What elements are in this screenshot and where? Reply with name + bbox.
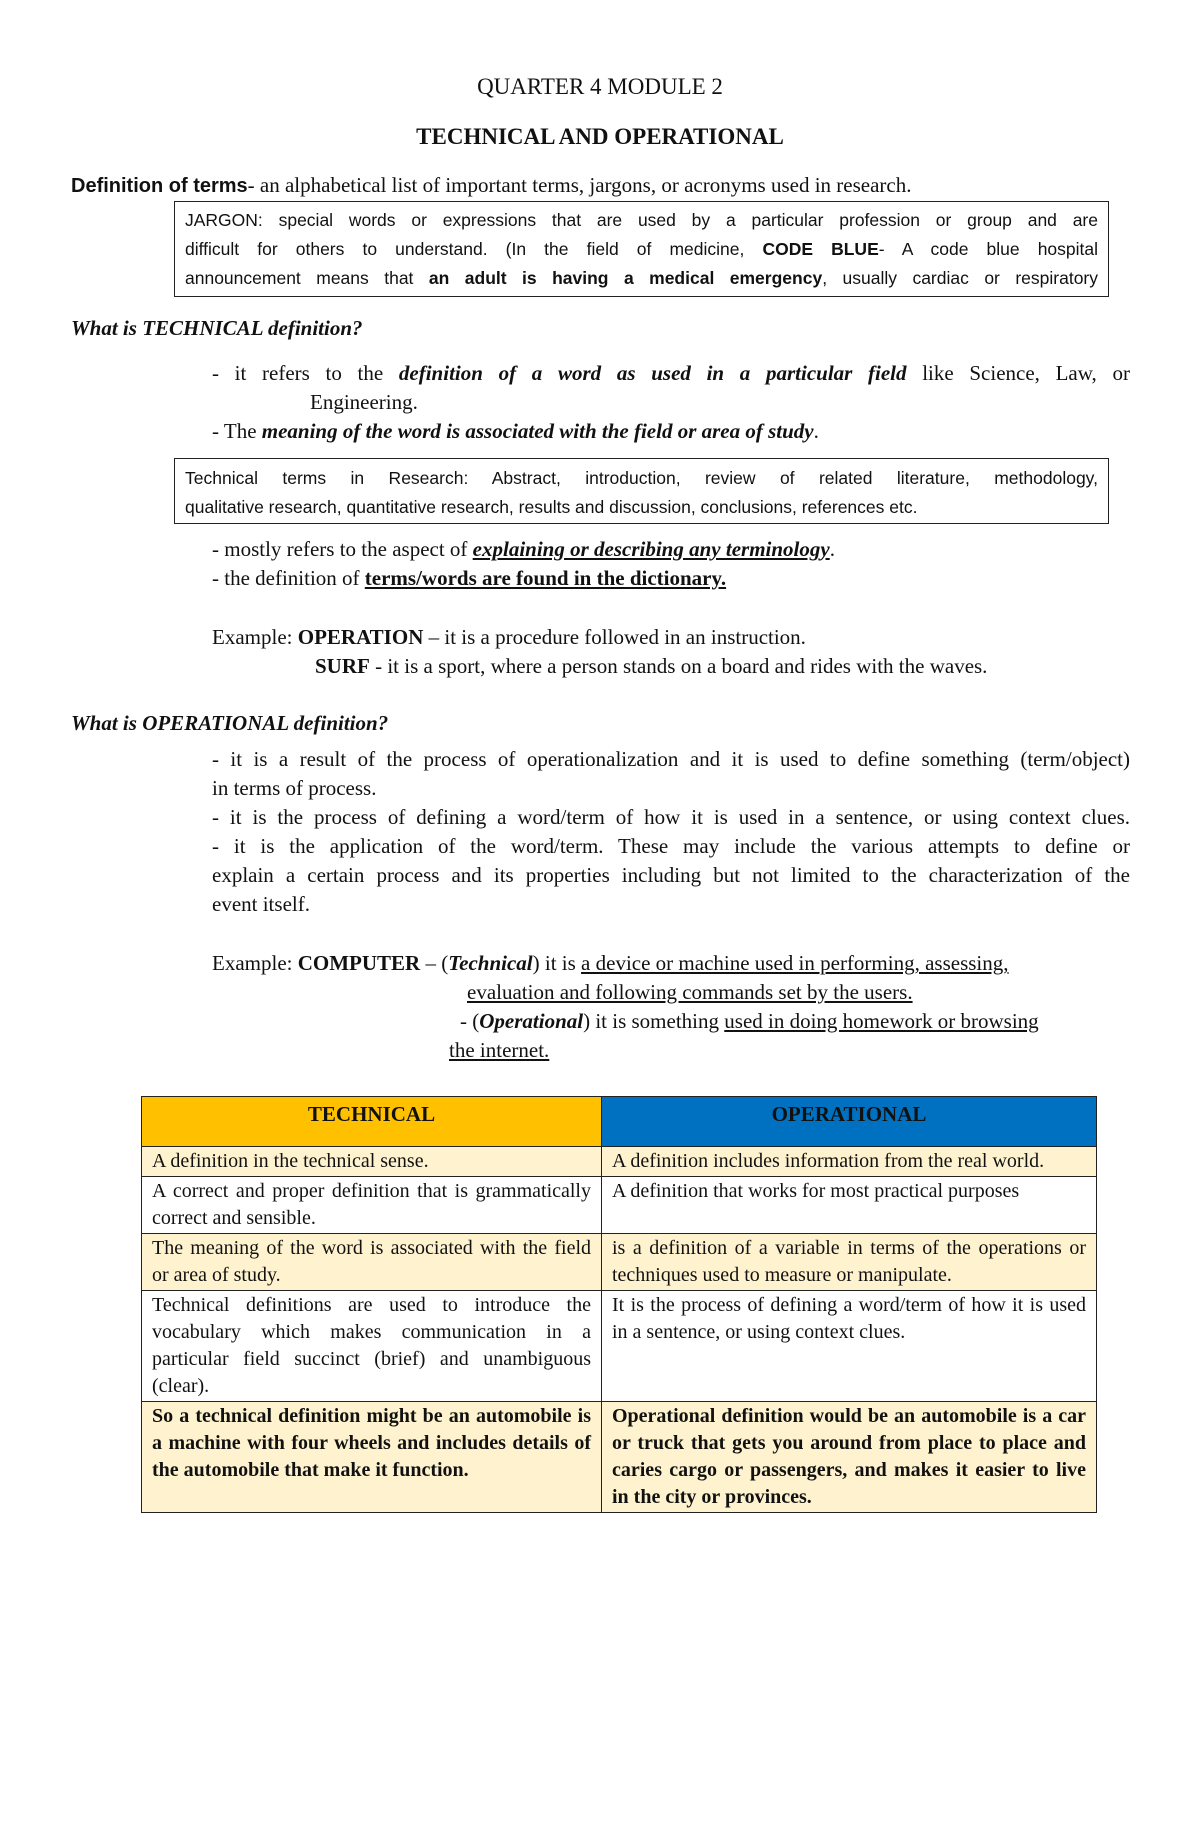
table-cell-operational: A definition that works for most practical purposes xyxy=(602,1177,1097,1234)
technical-bullet-4 xyxy=(212,564,726,593)
definition-text: - an alphabetical list of important terms, jargons, or acronyms used in research. xyxy=(247,173,912,197)
tech-example-text-1: – it is a procedure followed in an instruction. xyxy=(423,625,806,649)
module-heading: QUARTER 4 MODULE 2 xyxy=(477,74,723,99)
table-row xyxy=(142,1177,1097,1234)
table-row xyxy=(142,1147,1097,1177)
comparison-table xyxy=(141,1096,1097,1513)
tech-b2-b: . xyxy=(813,419,819,443)
table-row xyxy=(142,1402,1097,1513)
tech-example-label: Example: xyxy=(212,625,298,649)
table-cell-technical: A correct and proper definition that is grammatically correct and sensible. xyxy=(142,1177,602,1234)
jargon-text-1: special words or expressions that are used by a particular profession or group and are xyxy=(262,210,1098,230)
op-para-2: - it is the process of defining a word/term of how it is used in a sentence, or using context clues. xyxy=(212,805,1130,829)
jargon-text-2b: - A code blue hospital xyxy=(878,239,1099,259)
technical-example-1 xyxy=(212,623,806,652)
technical-bullet-1 xyxy=(212,359,1130,388)
definition-line xyxy=(71,171,912,201)
table-cell-operational: is a definition of a variable in terms of the operations or techniques used to measure or manipulate. xyxy=(602,1234,1097,1291)
code-blue-term: CODE BLUE xyxy=(762,239,879,259)
jargon-line-1 xyxy=(185,206,1098,235)
tech-b3-a: - mostly refers to the aspect of xyxy=(212,537,473,561)
tech-b4-underline: terms/words are found in the dictionary. xyxy=(364,566,727,590)
tech-b1-a: - it refers to the xyxy=(212,361,399,385)
tech-b3-underline: explaining or describing any terminology xyxy=(472,537,830,561)
table-row xyxy=(142,1234,1097,1291)
table-cell-operational: A definition includes information from the real world. xyxy=(602,1147,1097,1177)
tech-example-text-2: - it is a sport, where a person stands on a board and rides with the waves. xyxy=(369,654,988,678)
op-example-tech-a: ) it is xyxy=(532,951,582,975)
tech-b1-b: like Science, Law, or xyxy=(906,361,1130,385)
technical-heading: What is TECHNICAL definition? xyxy=(71,316,363,340)
op-example-line-4 xyxy=(449,1036,549,1065)
jargon-line-3 xyxy=(185,264,1098,293)
op-example-tech-underline-2: evaluation and following commands set by the users. xyxy=(467,980,913,1004)
op-example-op-underline-2: the internet. xyxy=(449,1038,550,1062)
technical-bullet-3 xyxy=(212,535,835,564)
jargon-box xyxy=(174,201,1109,297)
jargon-text-2a: difficult for others to understand. (In the field of medicine, xyxy=(185,239,763,259)
table-cell-operational: It is the process of defining a word/term of how it is used in a sentence, or using context clues. xyxy=(602,1291,1097,1402)
page-title: TECHNICAL AND OPERATIONAL xyxy=(416,124,784,149)
op-example-label: Example: xyxy=(212,951,298,975)
op-para-3-line-2: explain a certain process and its properties including but not limited to the characterization of the xyxy=(212,863,1130,887)
table-cell-technical: Technical definitions are used to introduce the vocabulary which makes communication in a particular field succinct (brief) and unambiguous (clear). xyxy=(142,1291,602,1402)
table-cell-technical: A definition in the technical sense. xyxy=(142,1147,602,1177)
op-example-tech-underline-1: a device or machine used in performing, assessing, xyxy=(581,951,1009,975)
header-technical: TECHNICAL xyxy=(142,1097,602,1147)
tech-b1-emphasis: definition of a word as used in a particular field xyxy=(398,361,907,385)
op-example-op-a: ) it is something xyxy=(583,1009,725,1033)
op-para-1-line-2: in terms of process. xyxy=(212,776,377,800)
table-cell-operational: Operational definition would be an automobile is a car or truck that gets you around from place to place and caries cargo or passengers, and makes it easier to live in the city or provinces. xyxy=(602,1402,1097,1513)
tech-b4-a: - the definition of xyxy=(212,566,365,590)
technical-bullet-1-cont: Engineering. xyxy=(310,390,418,414)
op-example-dash: – ( xyxy=(420,951,449,975)
operational-heading: What is OPERATIONAL definition? xyxy=(71,711,389,735)
jargon-text-3b: , usually cardiac or respiratory xyxy=(822,268,1098,288)
op-example-operational: Operational xyxy=(479,1009,584,1033)
jargon-text-3a: announcement means that xyxy=(185,268,429,288)
table-cell-technical: So a technical definition might be an automobile is a machine with four wheels and includes details of the automobile that make it function. xyxy=(142,1402,602,1513)
tech-example-term-2: SURF xyxy=(315,654,370,678)
op-para-1-line-1: - it is a result of the process of operationalization and it is used to define something (term/object) xyxy=(212,747,1130,771)
op-para-3-line-3: event itself. xyxy=(212,892,310,916)
op-example-technical: Technical xyxy=(448,951,533,975)
technical-bullet-2 xyxy=(212,417,819,446)
header-operational: OPERATIONAL xyxy=(602,1097,1097,1147)
technical-terms-box xyxy=(174,458,1109,524)
op-example-line-1 xyxy=(212,949,1009,978)
tech-b2-emphasis: meaning of the word is associated with the field or area of study xyxy=(261,419,814,443)
table-header-row xyxy=(142,1097,1097,1147)
technical-example-2 xyxy=(315,652,987,681)
op-example-line-3 xyxy=(460,1007,1039,1036)
jargon-line-2 xyxy=(185,235,1098,264)
op-example-line-2 xyxy=(467,978,913,1007)
op-example-op-underline-1: used in doing homework or browsing xyxy=(724,1009,1039,1033)
op-para-3-line-1: - it is the application of the word/term. These may include the various attempts to define or xyxy=(212,834,1130,858)
jargon-label: JARGON: xyxy=(185,210,263,230)
op-example-term: COMPUTER xyxy=(297,951,421,975)
tech-example-term-1: OPERATION xyxy=(297,625,424,649)
table-row xyxy=(142,1291,1097,1402)
op-example-op-pre: - ( xyxy=(460,1009,480,1033)
definition-term: Definition of terms xyxy=(71,175,248,197)
tech-b3-b: . xyxy=(829,537,835,561)
table-cell-technical: The meaning of the word is associated with the field or area of study. xyxy=(142,1234,602,1291)
tech-b2-a: - The xyxy=(212,419,262,443)
tech-box-line-2: qualitative research, quantitative research, results and discussion, conclusions, references etc. xyxy=(185,497,918,517)
emergency-phrase: an adult is having a medical emergency xyxy=(428,268,823,288)
tech-box-line-1: Technical terms in Research: Abstract, introduction, review of related literature, methodology, xyxy=(185,468,1098,488)
